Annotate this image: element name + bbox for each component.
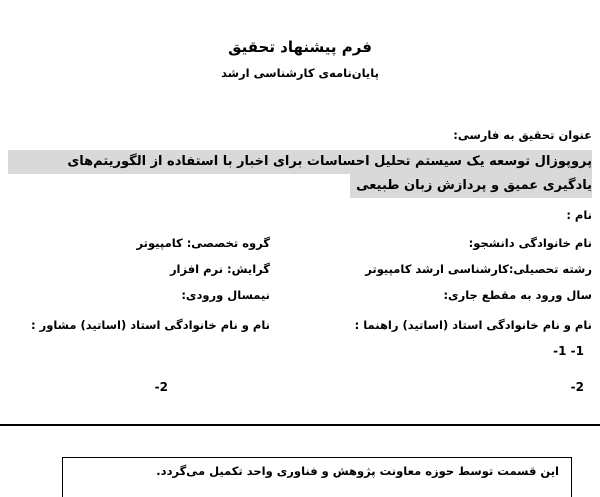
supervisor-entry-1: 1- 1- bbox=[553, 344, 584, 358]
specialty-group-label: گروه تخصصی: کامپیوتر bbox=[136, 236, 270, 250]
office-use-note: این قسمت توسط حوزه معاونت پژوهش و فناوری واحد تکمیل می‌گردد. bbox=[156, 464, 559, 478]
advisor-label: نام و نام خانوادگی استاد (اساتید) مشاور : bbox=[30, 318, 270, 332]
entry-semester-label: نیمسال ورودی: bbox=[181, 288, 270, 302]
entry-year-label: سال ورود به مقطع جاری: bbox=[443, 288, 592, 302]
form-title: فرم پیشنهاد تحقیق bbox=[228, 38, 372, 56]
form-subtitle: پایان‌نامه‌ی کارشناسی ارشد bbox=[221, 66, 379, 80]
office-use-box bbox=[62, 457, 572, 497]
name-field-label: نام : bbox=[566, 208, 592, 222]
orientation-label: گرایش: نرم افزار bbox=[169, 262, 270, 276]
proposal-title-line-1: پروپوزال توسعه یک سیستم تحلیل احساسات برای اخبار با استفاده از الگوریتم‌های bbox=[8, 150, 592, 174]
advisor-entry-2: 2- bbox=[154, 380, 168, 394]
proposal-title-line-2: یادگیری عمیق و پردازش زبان طبیعی bbox=[350, 174, 592, 198]
field-of-study-label: رشته تحصیلی:کارشناسی ارشد کامپیوتر bbox=[365, 262, 592, 276]
family-name-label: نام خانوادگی دانشجو: bbox=[468, 236, 592, 250]
persian-title-label: عنوان تحقیق به فارسی: bbox=[453, 128, 592, 142]
supervisor-entry-2: 2- bbox=[570, 380, 584, 394]
supervisor-label: نام و نام خانوادگی استاد (اساتید) راهنما : bbox=[354, 318, 592, 332]
section-divider bbox=[0, 424, 600, 426]
